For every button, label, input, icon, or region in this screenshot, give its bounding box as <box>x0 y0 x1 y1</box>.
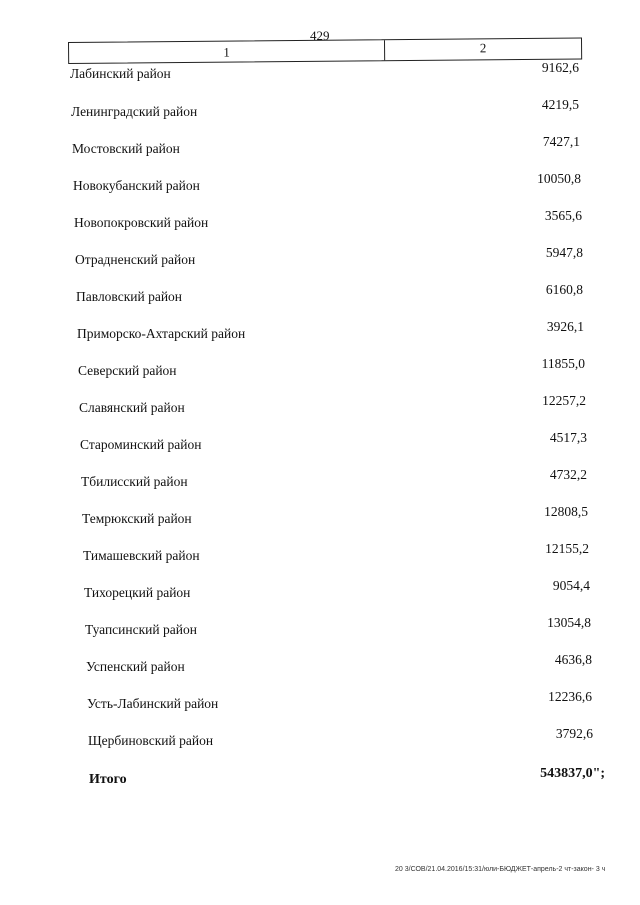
district-name: Тихорецкий район <box>84 585 191 600</box>
table-row <box>0 97 640 124</box>
district-name: Павловский район <box>76 289 183 304</box>
district-name: Усть-Лабинский район <box>87 696 219 711</box>
table-header-col-2: 2 <box>479 40 487 56</box>
table-row <box>0 319 640 346</box>
district-name: Ленинградский район <box>71 104 198 119</box>
table-row <box>0 689 640 716</box>
table-row <box>0 60 640 86</box>
district-value: 9054,4 <box>552 578 590 593</box>
district-value: 11855,0 <box>541 356 585 371</box>
table-row <box>0 652 640 679</box>
district-name: Приморско-Ахтарский район <box>77 326 246 341</box>
district-name: Новопокровский район <box>74 215 209 230</box>
district-value: 3926,1 <box>546 319 584 334</box>
district-value: 4219,5 <box>541 97 579 112</box>
total-value: 543837,0"; <box>540 766 605 781</box>
table-row <box>0 134 640 161</box>
district-value: 3565,6 <box>544 208 582 223</box>
district-value: 12257,2 <box>542 393 586 408</box>
district-name: Славянский район <box>79 400 185 415</box>
table-row <box>0 356 640 383</box>
table-row <box>0 726 640 753</box>
district-name: Тимашевский район <box>83 548 200 563</box>
district-name: Темрюкский район <box>82 511 192 526</box>
district-name: Староминский район <box>80 437 202 452</box>
district-name: Лабинский район <box>70 66 171 81</box>
district-value: 4517,3 <box>549 430 587 445</box>
table-row <box>0 615 640 642</box>
district-value: 10050,8 <box>537 171 581 186</box>
table-row <box>0 430 640 457</box>
district-value: 4732,2 <box>549 467 587 482</box>
district-value: 5947,8 <box>545 245 583 260</box>
table-row <box>0 578 640 605</box>
district-value: 13054,8 <box>547 615 591 630</box>
district-name: Тбилисский район <box>81 474 188 489</box>
table-row <box>0 245 640 272</box>
table-row <box>0 171 640 198</box>
table-row <box>0 541 640 568</box>
table-row <box>0 504 640 531</box>
district-name: Туапсинский район <box>85 622 197 637</box>
table-row <box>0 208 640 235</box>
footer-note: 20 3/СОВ/21.04.2016/15:31/юли-БЮДЖЕТ-апрель-2 чт-закон- 3 ч <box>395 866 606 873</box>
district-name: Новокубанский район <box>73 178 200 193</box>
table-row <box>0 467 640 494</box>
district-name: Щербиновский район <box>88 733 214 748</box>
district-value: 12155,2 <box>545 541 589 556</box>
table-row <box>0 393 640 420</box>
district-name: Успенский район <box>86 659 185 674</box>
table-row <box>0 282 640 309</box>
district-value: 9162,6 <box>541 60 579 75</box>
district-value: 6160,8 <box>545 282 583 297</box>
district-value: 12236,6 <box>548 689 592 704</box>
district-name: Мостовский район <box>72 141 180 156</box>
district-value: 12808,5 <box>544 504 588 519</box>
district-value: 7427,1 <box>542 134 580 149</box>
district-value: 4636,8 <box>554 652 592 667</box>
page-number: 429 <box>310 28 330 43</box>
table-header-col-1: 1 <box>69 40 385 63</box>
total-label: Итого <box>89 772 127 787</box>
district-name: Отрадненский район <box>75 252 196 267</box>
total-row <box>0 766 640 792</box>
district-name: Северский район <box>78 363 177 378</box>
district-value: 3792,6 <box>555 726 593 741</box>
